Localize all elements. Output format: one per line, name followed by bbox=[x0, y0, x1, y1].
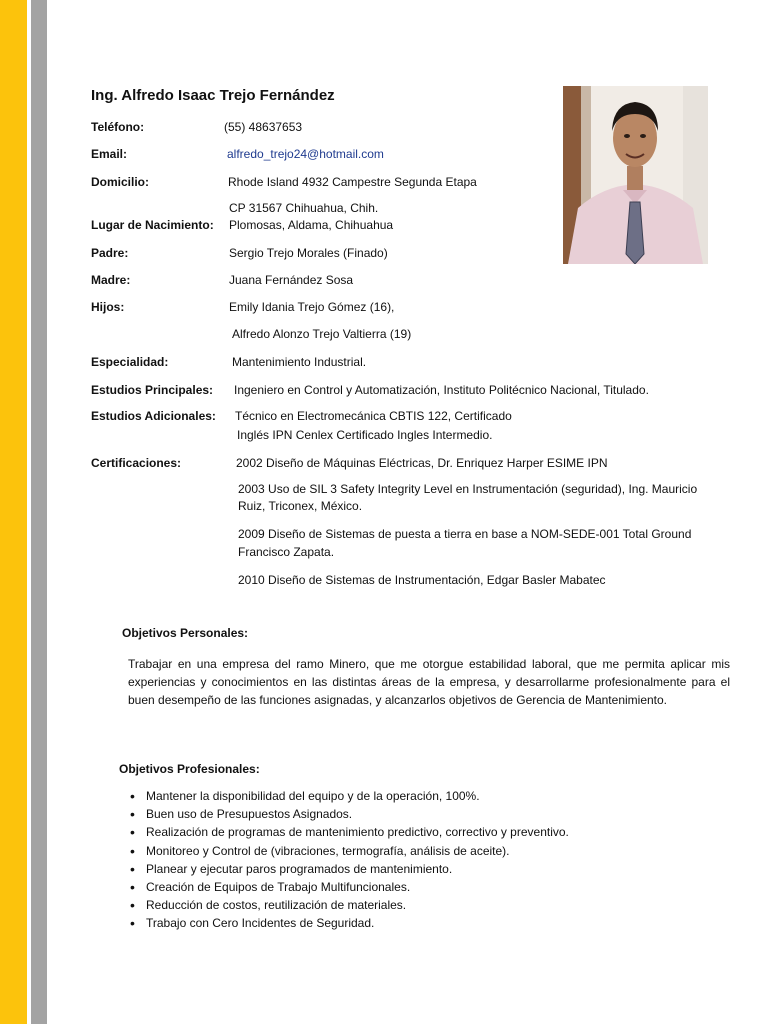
certification-item: 2009 Diseño de Sistemas de puesta a tierra en base a NOM-SEDE-001 Total Ground bbox=[238, 527, 692, 541]
father-value: Sergio Trejo Morales (Finado) bbox=[229, 246, 388, 260]
address-line-2: CP 31567 Chihuahua, Chih. bbox=[229, 201, 379, 215]
email-label: Email: bbox=[91, 147, 128, 161]
additional-studies-line-1: Técnico en Electromecánica CBTIS 122, Certificado bbox=[235, 409, 512, 423]
birthplace-value: Plomosas, Aldama, Chihuahua bbox=[229, 218, 394, 232]
gray-side-bar bbox=[31, 0, 47, 1024]
list-item: • Buen uso de Presupuestos Asignados. bbox=[130, 805, 569, 823]
children-label: Hijos: bbox=[91, 300, 125, 314]
mother-label: Madre: bbox=[91, 273, 131, 287]
specialty-value: Mantenimiento Industrial. bbox=[232, 355, 367, 369]
certification-item: Ruiz, Triconex, México. bbox=[238, 499, 363, 513]
list-item: • Mantener la disponibilidad del equipo y de la operación, 100%. bbox=[130, 787, 569, 805]
list-item: • Monitoreo y Control de (vibraciones, termografía, análisis de aceite). bbox=[130, 842, 569, 860]
main-studies-value: Ingeniero en Control y Automatización, Instituto Politécnico Nacional, Titulado. bbox=[234, 383, 649, 397]
certification-item: Francisco Zapata. bbox=[238, 545, 335, 559]
professional-objectives-heading: Objetivos Profesionales: bbox=[119, 762, 260, 776]
certification-item: 2002 Diseño de Máquinas Eléctricas, Dr. Enriquez Harper ESIME IPN bbox=[236, 456, 608, 470]
address-line-1: Rhode Island 4932 Campestre Segunda Etapa bbox=[228, 175, 477, 189]
birthplace-label: Lugar de Nacimiento: bbox=[91, 218, 214, 232]
list-item: • Reducción de costos, reutilización de materiales. bbox=[130, 896, 569, 914]
phone-value: (55) 48637653 bbox=[224, 120, 303, 134]
mother-value: Juana Fernández Sosa bbox=[229, 273, 354, 287]
personal-objectives-text: Trabajar en una empresa del ramo Minero, que me otorgue estabilidad laboral, que me permita aplicar mis experiencias y conocimientos en las distintas áreas de la empresa, y desarrollarme profesionalmente para el buen desempeño de las funciones asignadas, y alcanzarlos objetivos de Gerencia de Mantenimiento. bbox=[128, 657, 730, 707]
address-label: Domicilio: bbox=[91, 175, 150, 189]
certification-item: 2003 Uso de SIL 3 Safety Integrity Level en Instrumentación (seguridad), Ing. Mauricio bbox=[238, 482, 698, 496]
child-2: Alfredo Alonzo Trejo Valtierra (19) bbox=[232, 327, 412, 341]
email-link[interactable]: alfredo_trejo24@hotmail.com bbox=[227, 147, 384, 161]
list-item: • Realización de programas de mantenimiento predictivo, correctivo y preventivo. bbox=[130, 823, 569, 841]
additional-studies-line-2: Inglés IPN Cenlex Certificado Ingles Intermedio. bbox=[237, 428, 493, 442]
candidate-name: Ing. Alfredo Isaac Trejo Fernández bbox=[91, 87, 335, 104]
list-item: • Trabajo con Cero Incidentes de Seguridad. bbox=[130, 914, 569, 932]
personal-objectives-heading: Objetivos Personales: bbox=[122, 626, 249, 640]
father-label: Padre: bbox=[91, 246, 129, 260]
main-studies-label: Estudios Principales: bbox=[91, 383, 214, 397]
yellow-side-bar bbox=[0, 0, 27, 1024]
professional-objectives-list bbox=[130, 787, 569, 933]
specialty-label: Especialidad: bbox=[91, 355, 169, 369]
list-item: • Planear y ejecutar paros programados de mantenimiento. bbox=[130, 860, 569, 878]
child-1: Emily Idania Trejo Gómez (16), bbox=[229, 300, 395, 314]
profile-photo bbox=[563, 86, 708, 264]
additional-studies-label: Estudios Adicionales: bbox=[91, 409, 216, 423]
certifications-label: Certificaciones: bbox=[91, 456, 182, 470]
certification-item: 2010 Diseño de Sistemas de Instrumentación, Edgar Basler Mabatec bbox=[238, 573, 606, 587]
phone-label: Teléfono: bbox=[91, 120, 145, 134]
list-item: • Creación de Equipos de Trabajo Multifuncionales. bbox=[130, 878, 569, 896]
